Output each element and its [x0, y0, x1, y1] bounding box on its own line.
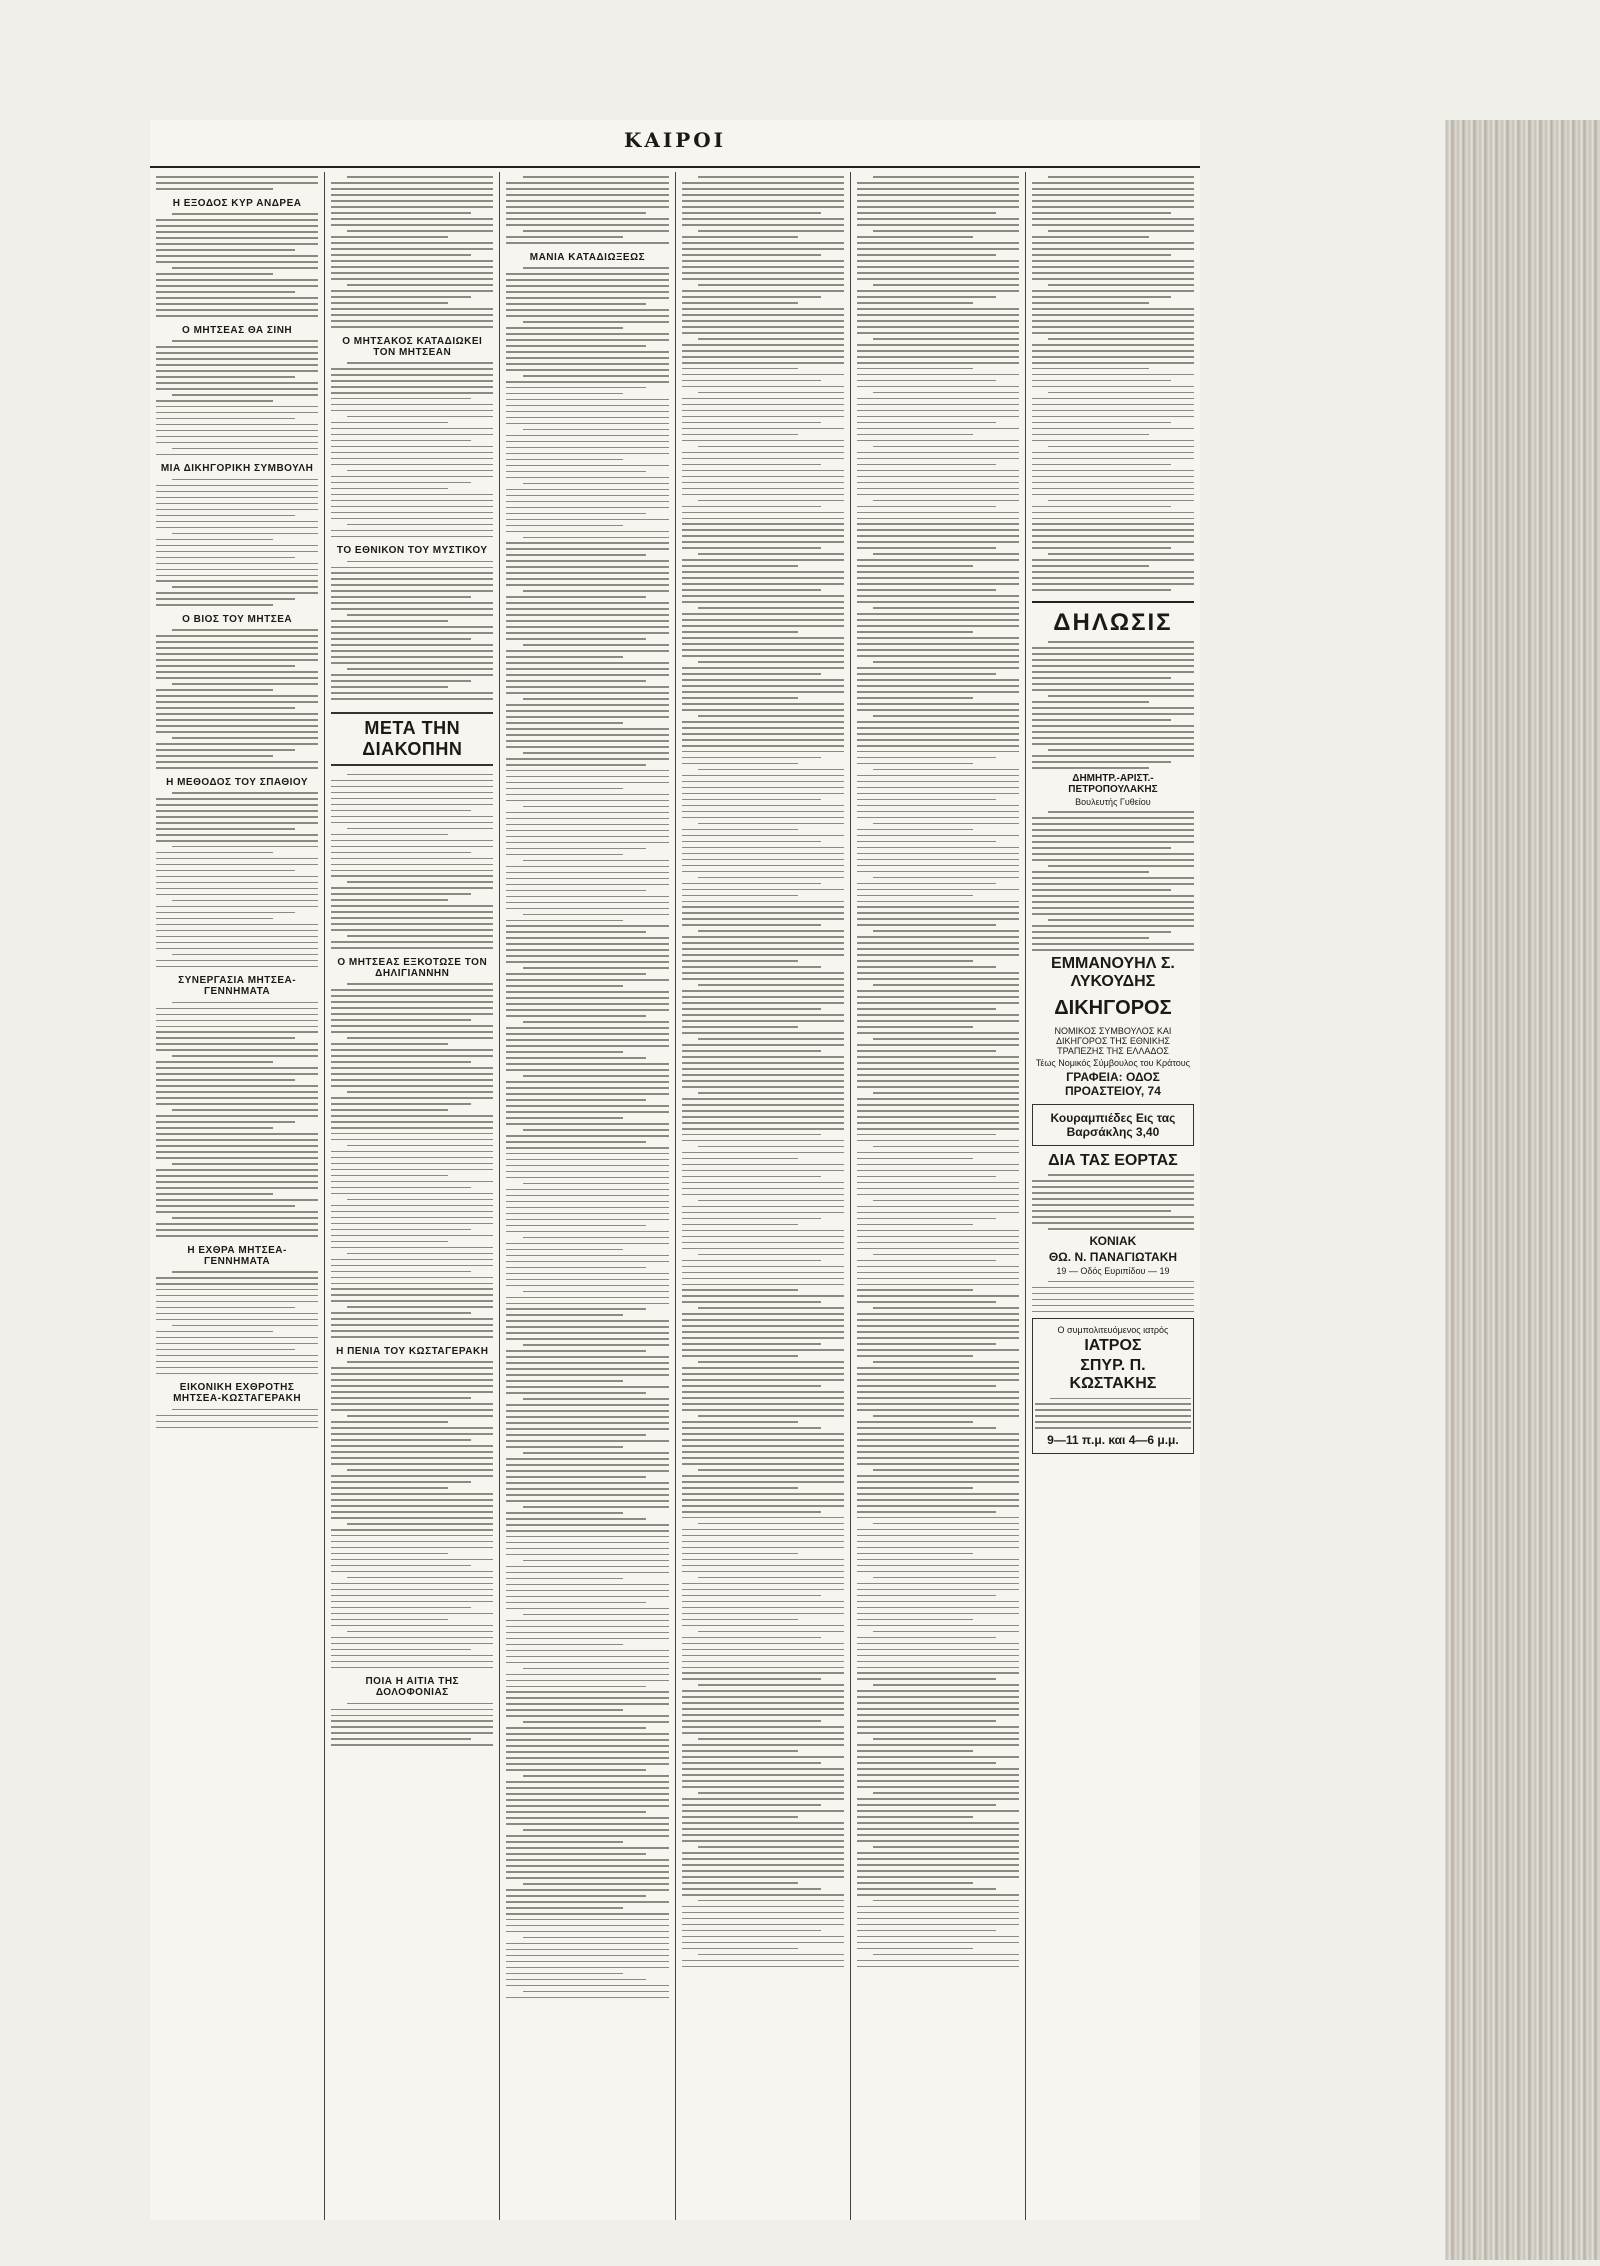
- section-heading: Η ΠΕΝΙΑ ΤΟΥ ΚΩΣΤΑΓΕΡΑΚΗ: [336, 1345, 489, 1357]
- section-heading: ΕΙΚΟΝΙΚΗ ΕΧΘΡΟΤΗΣ ΜΗΤΣΕΑ-ΚΩΣΤΑΓΕΡΑΚΗ: [173, 1382, 302, 1405]
- konyak-label: ΚΟΝΙΑΚ: [1089, 1234, 1137, 1249]
- columns: [150, 172, 1200, 2220]
- section-heading: Ο ΜΗΤΣΕΑΣ ΕΞΚΟΤΩΣΕ ΤΟΝ ΔΗΛΙΓΙΑΝΝΗΝ: [337, 956, 488, 979]
- feast-text: [1032, 1174, 1194, 1229]
- shop-name: ΘΩ. Ν. ΠΑΝΑΓΙΩΤΑΚΗ: [1048, 1250, 1178, 1265]
- masthead-title: ΚΑΙΡΟΙ: [623, 128, 727, 152]
- text-block: [331, 362, 493, 537]
- column-1: [150, 172, 325, 2220]
- feast-ad: [1032, 1152, 1194, 1276]
- notice-role: Βουλευτής Γυθείου: [1075, 796, 1151, 807]
- text-block: [156, 340, 318, 455]
- text-block: [682, 176, 844, 1967]
- lawyer-name: ΕΜΜΑΝΟΥΗΛ Σ. ΛΥΚΟΥΔΗΣ: [1051, 954, 1175, 990]
- text-block: [156, 1002, 318, 1237]
- section-heading-large: ΜΕΤΑ ΤΗΝ ΔΙΑΚΟΠΗΝ: [331, 712, 493, 766]
- shop-address: 19 — Οδός Ευριπίδου — 19: [1056, 1266, 1170, 1277]
- doctor-hours: 9—11 π.μ. και 4—6 μ.μ.: [1047, 1433, 1179, 1448]
- notice-text: [1032, 641, 1194, 768]
- section-heading: ΠΟΙΑ Η ΑΙΤΙΑ ΤΗΣ ΔΟΛΟΦΟΝΙΑΣ: [365, 1676, 460, 1699]
- text-block: [156, 213, 318, 316]
- text-block: [156, 1271, 318, 1374]
- section-heading: ΜΑΝΙΑ ΚΑΤΑΔΙΩΞΕΩΣ: [529, 251, 646, 263]
- column-3: [500, 172, 675, 2220]
- doctor-intro: Ο συμπολιτευόμενος ιατρός: [1057, 1325, 1169, 1336]
- sweets-text: Κουραμπιέδες Εις τας Βαρσάκλης 3,40: [1050, 1110, 1176, 1139]
- feast-title: ΔΙΑ ΤΑΣ ΕΟΡΤΑΣ: [1048, 1151, 1178, 1169]
- newspaper-page: [150, 120, 1200, 2220]
- text-block: [331, 774, 493, 949]
- text-block: [156, 629, 318, 768]
- text-block: [331, 561, 493, 700]
- column-2: [325, 172, 500, 2220]
- text-block: [331, 1703, 493, 1746]
- doctor-ad: [1032, 1318, 1194, 1454]
- lawyer-ad: [1032, 955, 1194, 1098]
- text-block: [857, 176, 1019, 1967]
- section-heading: Η ΜΕΘΟΔΟΣ ΤΟΥ ΣΠΑΘΙΟΥ: [166, 776, 309, 788]
- text-block: [506, 267, 668, 1998]
- section-heading: Η ΕΞΟΔΟΣ ΚΥΡ ΑΝΔΡΕΑ: [172, 197, 302, 209]
- text-block: [156, 792, 318, 967]
- text-block: [156, 176, 318, 190]
- text-block: [331, 176, 493, 327]
- column-5: [851, 172, 1026, 2220]
- section-heading: Ο ΜΗΤΣΑΚΟΣ ΚΑΤΑΔΙΩΚΕΙ ΤΟΝ ΜΗΤΣΕΑΝ: [342, 335, 483, 358]
- text-block: [156, 1409, 318, 1429]
- lawyer-subtitle: ΝΟΜΙΚΟΣ ΣΥΜΒΟΥΛΟΣ ΚΑΙ ΔΙΚΗΓΟΡΟΣ ΤΗΣ ΕΘΝΙΚΗΣ ΤΡΑΠΕΖΗΣ ΤΗΣ ΕΛΛΑΔΟΣ: [1054, 1025, 1172, 1056]
- section-heading: ΜΙΑ ΔΙΚΗΓΟΡΙΚΗ ΣΥΜΒΟΥΛΗ: [160, 463, 314, 475]
- text-block: [1032, 811, 1194, 950]
- lawyer-title: ΔΙΚΗΓΟΡΟΣ: [1054, 996, 1172, 1019]
- sweets-ad: [1032, 1104, 1194, 1146]
- column-4: [676, 172, 851, 2220]
- text-block: [1032, 176, 1194, 591]
- section-heading: Ο ΒΙΟΣ ΤΟΥ ΜΗΤΣΕΑ: [182, 614, 293, 626]
- masthead-rule: [150, 166, 1200, 168]
- notice-signer: ΔΗΜΗΤΡ.-ΑΡΙΣΤ.-ΠΕΤΡΟΠΟΥΛΑΚΗΣ: [1068, 772, 1158, 795]
- text-block: [156, 479, 318, 606]
- doctor-text: [1035, 1398, 1191, 1430]
- notice-title: ΔΗΛΩΣΙΣ: [1032, 601, 1194, 637]
- doctor-name: ΣΠΥΡ. Π. ΚΩΣΤΑΚΗΣ: [1069, 1357, 1157, 1393]
- masthead: [150, 128, 1200, 168]
- text-block: [1032, 1281, 1194, 1313]
- section-heading: ΤΟ ΕΘΝΙΚΟΝ ΤΟΥ ΜΥΣΤΙΚΟΥ: [336, 545, 488, 557]
- text-block: [506, 176, 668, 243]
- page-edge-shadow: [1445, 120, 1600, 2260]
- section-heading: Ο ΜΗΤΣΕΑΣ ΘΑ ΣΙΝΗ: [182, 324, 293, 336]
- lawyer-office: ΓΡΑΦΕΙΑ: ΟΔΟΣ ΠΡΟΑΣΤΕΙΟΥ, 74: [1064, 1069, 1161, 1098]
- text-block: [331, 1361, 493, 1668]
- section-heading: Η ΕΧΘΡΑ ΜΗΤΣΕΑ-ΓΕΝΝΗΜΑΤΑ: [187, 1244, 287, 1267]
- notice: [1032, 601, 1194, 807]
- section-heading: ΣΥΝΕΡΓΑΣΙΑ ΜΗΤΣΕΑ-ΓΕΝΝΗΜΑΤΑ: [178, 975, 297, 998]
- column-6: [1026, 172, 1200, 2220]
- doctor-role: ΙΑΤΡΟΣ: [1084, 1337, 1142, 1355]
- text-block: [331, 983, 493, 1338]
- lawyer-subtitle-2: Τέως Νομικός Σύμβουλος του Κράτους: [1035, 1057, 1191, 1068]
